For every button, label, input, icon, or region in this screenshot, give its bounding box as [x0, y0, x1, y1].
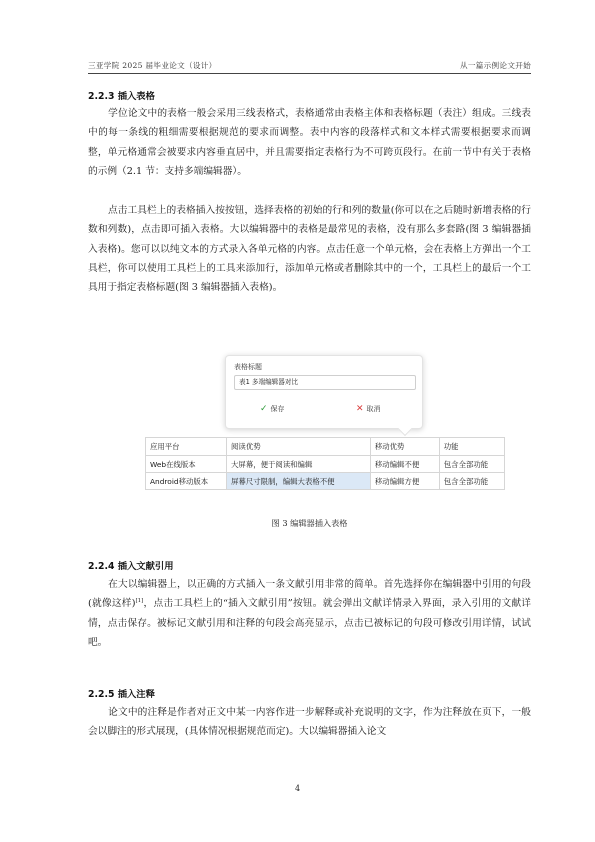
table-header-cell[interactable]: 移动优势: [370, 438, 439, 456]
figure-caption: 图 3 编辑器插入表格: [271, 518, 348, 528]
popup-caret: [398, 422, 412, 436]
cancel-label: 取消: [366, 405, 381, 413]
table-cell[interactable]: 移动编辑方便: [370, 473, 439, 490]
section-title-2-2-5: 2.2.5 插入注释: [88, 689, 155, 700]
popup-label: 表格标题: [234, 363, 262, 371]
paragraph-text: 在大以编辑器上，以正确的方式插入一条文献引用非常的简单。首先选择你在编辑器中引用的句段(就像这样): [88, 579, 531, 610]
paragraph-text: ，点击工具栏上的“插入文献引用”按钮。就会弹出文献详情录入界面，录入引用的文献详情，点击保存。被标记文献引用和注释的句段会高亮显示，点击已被标记的句段可修改引用详情，试试吧。: [88, 598, 531, 648]
paragraph-text: 学位论文中的表格一般会采用三线表格式，表格通常由表格主体和表格标题（表注）组成。三线表中的每一条线的粗细需要根据规范的要求而调整。表中内容的段落样式和文本样式需要根据要求而调整，单元格通常会被要求内容垂直居中，并且需要指定表格行为不可跨页段行。在前一节中有关于表格的示例（2.1 节：支持多端编辑器）。: [88, 108, 531, 177]
table-cell-selected[interactable]: 屏幕尺寸限制，编辑大表格不便: [227, 473, 371, 490]
table-header-cell[interactable]: 功能: [439, 438, 504, 456]
table-caption-input[interactable]: 表1 多端编辑器对比: [234, 375, 416, 390]
save-label: 保存: [270, 405, 285, 413]
table-cell[interactable]: Android移动版本: [146, 473, 227, 490]
header-left-text: 三亚学院 2025 届毕业论文（设计）: [88, 61, 217, 70]
table-header-cell[interactable]: 阅读优势: [227, 438, 371, 456]
cancel-button[interactable]: [356, 404, 381, 414]
table-header-row: [146, 438, 505, 456]
paragraph-citation: [88, 575, 531, 652]
citation-marker[interactable]: [1]: [135, 598, 144, 605]
table-cell[interactable]: 大屏幕，便于阅读和编辑: [227, 456, 371, 473]
paragraph-footnote: [88, 703, 531, 742]
running-header: [88, 57, 531, 74]
check-icon: ✓: [260, 404, 268, 414]
paragraph-text: 论文中的注释是作者对正文中某一内容作进一步解释或补充说明的文字，作为注释放在页下，一般会以脚注的形式展现，(具体情况根据规范而定)。大以编辑器插入论文: [88, 707, 531, 738]
table-cell[interactable]: 移动编辑不便: [370, 456, 439, 473]
table-row: [146, 456, 505, 473]
paragraph-text: 点击工具栏上的表格插入按按钮，选择表格的初始的行和列的数量(你可以在之后随时新增表格的行数和列数)，点击即可插入表格。大以编辑器中的表格是最常见的表格，没有那么多套路(图 3 编辑器插入表格)。您可以以纯文本的方式录入各单元格的内容。点击任意一个单元格，会在表格上方弹出一个工具栏，你可以使用工具栏上的工具来添加行，添加单元格或者删除其中的一个，工具栏上的最后一个工具用于指定表格标题(图 3 编辑器插入表格)。: [88, 205, 531, 294]
paragraph-insert-table: [88, 201, 531, 297]
close-icon: ✕: [356, 404, 364, 414]
section-title-2-2-4: 2.2.4 插入文献引用: [88, 561, 174, 572]
page-number: 4: [294, 784, 301, 793]
table-header-cell[interactable]: 应用平台: [146, 438, 227, 456]
table-row: [146, 473, 505, 490]
table-cell[interactable]: 包含全部功能: [439, 456, 504, 473]
table-cell[interactable]: Web在线版本: [146, 456, 227, 473]
save-button[interactable]: [260, 404, 285, 414]
section-title-2-2-3: 2.2.3 插入表格: [88, 91, 155, 102]
table-cell[interactable]: 包含全部功能: [439, 473, 504, 490]
table-caption-popup: [225, 355, 423, 429]
paragraph-tables-intro: [88, 104, 531, 181]
figure-editor-table: [145, 355, 505, 507]
editor-table: [145, 437, 505, 490]
header-right-text: 从一篇示例论文开始: [459, 61, 531, 70]
